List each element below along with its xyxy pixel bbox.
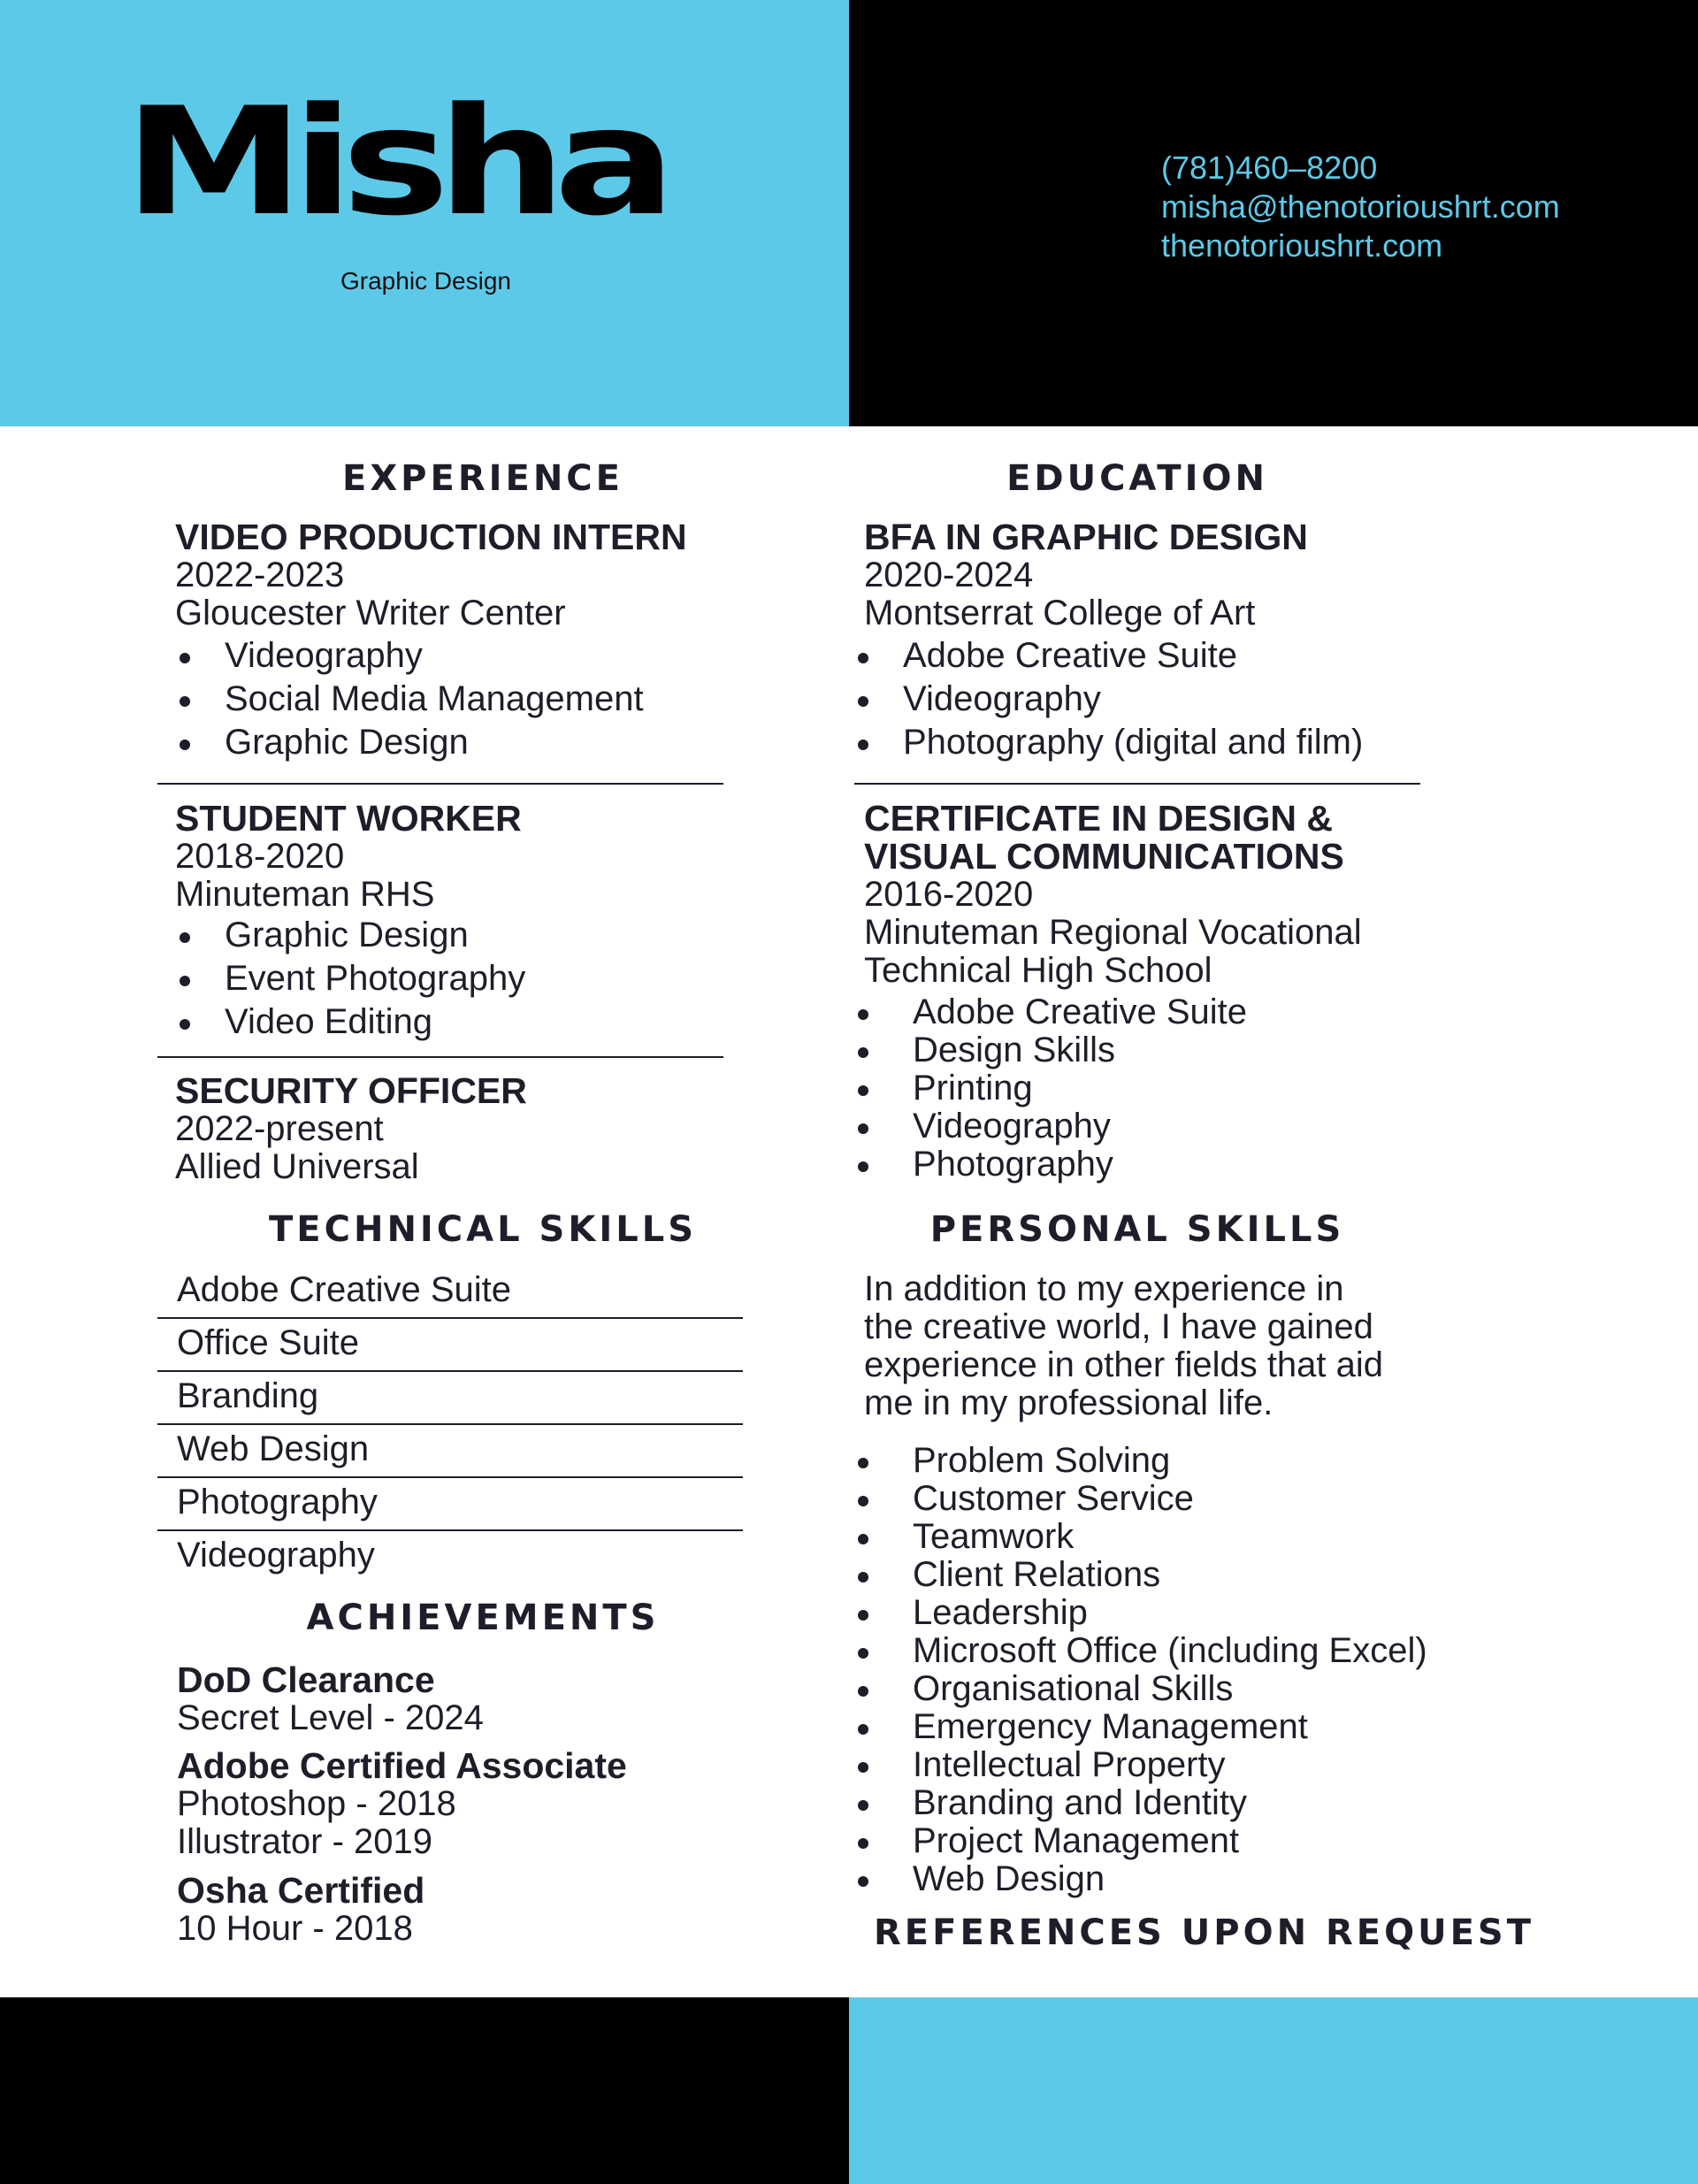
intro-line: the creative world, I have gained [864,1307,1373,1346]
list-item: Branding [157,1372,743,1425]
list-item: Event Photography [175,957,525,1000]
achievement-title: Osha Certified [177,1870,425,1911]
intro-line: me in my professional life. [864,1383,1274,1422]
references-note: REFERENCES UPON REQUEST [874,1912,1535,1953]
footer-accent-panel [849,1997,1698,2184]
experience-heading: EXPERIENCE [342,458,623,499]
achievement-item [177,1872,424,1948]
list-item: Photography [157,1478,743,1531]
achievements-heading: ACHIEVEMENTS [306,1598,660,1638]
personal-skills-heading: PERSONAL SKILLS [929,1209,1345,1250]
job-dates: 2018-2020 [175,837,345,876]
list-item: Microsoft Office (including Excel) [853,1632,1427,1670]
education-heading: EDUCATION [1006,458,1268,499]
experience-item [175,518,687,764]
list-item: Adobe Creative Suite [853,993,1362,1031]
achievement-title: Adobe Certified Associate [177,1745,627,1786]
achievement-detail: Secret Level - 2024 [177,1698,484,1737]
job-bullets [175,634,687,764]
contact-info [1161,149,1560,265]
achievement-detail: 10 Hour - 2018 [177,1909,413,1948]
education-bullets [853,634,1363,764]
divider [157,783,723,785]
list-item: Videography [853,1107,1362,1146]
achievement-detail: Illustrator - 2019 [177,1822,433,1861]
list-item: Organisational Skills [853,1670,1427,1708]
candidate-role: Graphic Design [340,267,511,295]
list-item: Web Design [853,1860,1427,1898]
experience-item [175,800,525,1044]
job-org: Minuteman RHS [175,875,435,914]
technical-skills-heading: TECHNICAL SKILLS [269,1209,697,1250]
list-item: Problem Solving [853,1442,1427,1480]
achievement-item [177,1747,627,1861]
education-item [864,518,1363,764]
achievement-detail: Photoshop - 2018 [177,1784,456,1823]
list-item: Branding and Identity [853,1784,1427,1822]
job-org: Allied Universal [175,1147,419,1186]
experience-item [175,1072,527,1186]
list-item: Office Suite [157,1319,743,1372]
job-org: Gloucester Writer Center [175,594,566,632]
list-item: Photography [853,1146,1362,1184]
degree-title: CERTIFICATE IN DESIGN & [864,798,1333,839]
list-item: Intellectual Property [853,1746,1427,1784]
school-name: Minuteman Regional Vocational [864,913,1362,952]
school-name: Montserrat College of Art [864,594,1256,632]
footer-dark-panel [0,1997,849,2184]
list-item: Design Skills [853,1031,1362,1069]
education-dates: 2020-2024 [864,556,1034,594]
personal-skills-intro [864,1270,1383,1422]
list-item: Project Management [853,1822,1427,1860]
candidate-name: Misha [124,76,664,249]
list-item: Photography (digital and film) [853,721,1363,764]
list-item: Emergency Management [853,1708,1427,1746]
list-item: Leadership [853,1594,1427,1632]
degree-title: BFA IN GRAPHIC DESIGN [864,517,1308,557]
school-name: Technical High School [864,951,1212,990]
job-dates: 2022-present [175,1109,384,1148]
list-item: Printing [853,1069,1362,1107]
list-item: Client Relations [853,1556,1427,1594]
list-item: Videography [853,678,1363,721]
list-item: Graphic Design [175,721,687,764]
education-item [864,800,1362,1184]
job-title: VIDEO PRODUCTION INTERN [175,517,687,557]
contact-email[interactable]: misha@thenotorioushrt.com [1161,188,1560,225]
education-bullets [853,993,1362,1184]
contact-phone[interactable]: (781)460–8200 [1161,149,1378,186]
list-item: Social Media Management [175,678,687,721]
education-dates: 2016-2020 [864,875,1034,914]
list-item: Videography [175,634,687,678]
list-item: Teamwork [853,1518,1427,1556]
contact-website[interactable]: thenotorioushrt.com [1161,227,1443,264]
technical-skills-list [157,1266,743,1584]
list-item: Customer Service [853,1480,1427,1518]
degree-title: VISUAL COMMUNICATIONS [864,836,1344,877]
list-item: Adobe Creative Suite [853,634,1363,678]
personal-skills-list [853,1442,1427,1898]
job-title: STUDENT WORKER [175,798,522,839]
achievement-item [177,1661,484,1737]
job-bullets [175,914,525,1044]
list-item: Videography [177,1536,375,1575]
divider [854,783,1420,785]
intro-line: experience in other fields that aid [864,1345,1384,1384]
list-item: Web Design [157,1425,743,1478]
list-item: Adobe Creative Suite [157,1266,743,1319]
intro-line: In addition to my experience in [864,1269,1344,1308]
job-dates: 2022-2023 [175,556,345,594]
job-title: SECURITY OFFICER [175,1070,527,1111]
divider [157,1056,723,1058]
achievement-title: DoD Clearance [177,1659,435,1700]
list-item: Video Editing [175,1000,525,1044]
list-item: Graphic Design [175,914,525,957]
